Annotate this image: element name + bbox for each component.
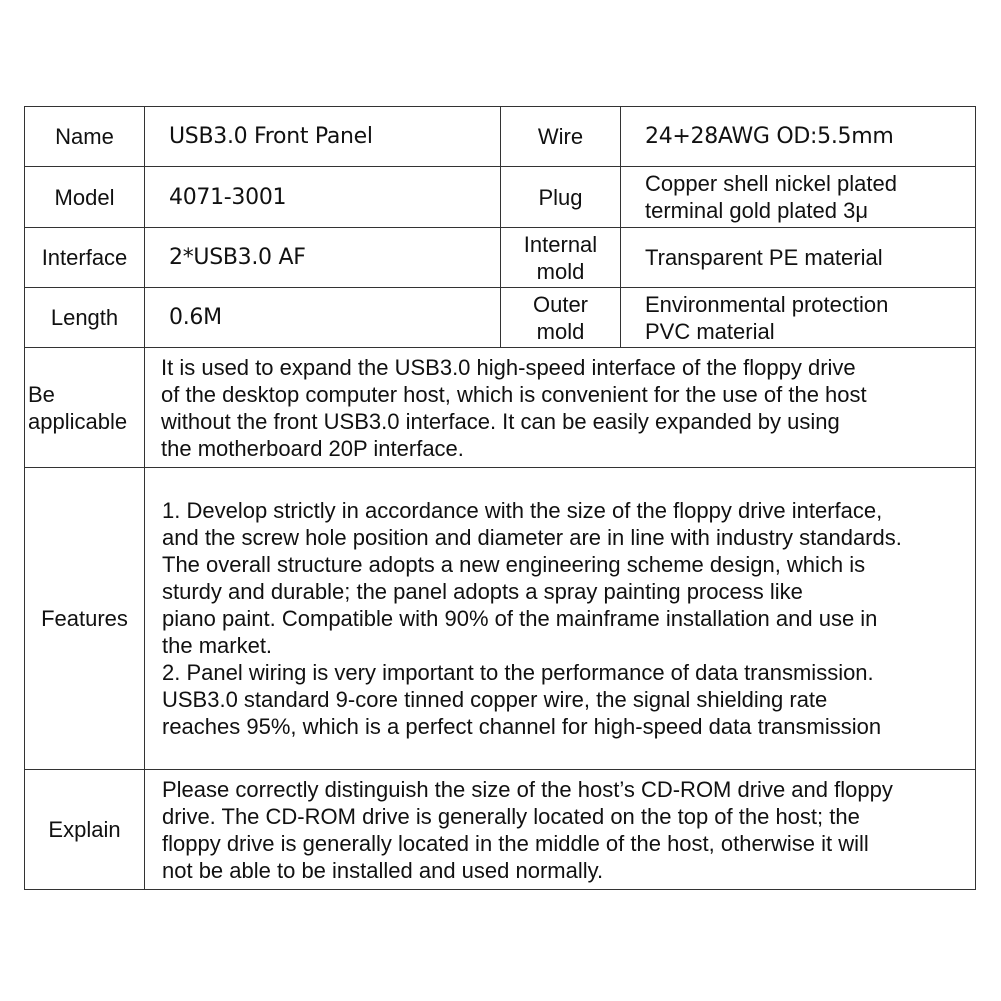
- internal-mold-label: Internal mold: [501, 228, 621, 288]
- plug-label: Plug: [501, 167, 621, 228]
- spec-table: [24, 106, 976, 890]
- spec-row-applicable: [25, 348, 976, 468]
- name-label: Name: [25, 107, 145, 167]
- explain-label: Explain: [25, 770, 145, 890]
- applicable-value: It is used to expand the USB3.0 high-speed interface of the floppy drive of the desktop computer host, which is convenient for the use of the host without the front USB3.0 interface. It can be easily expanded by using the motherboard 20P interface.: [145, 348, 976, 468]
- spec-row-name: [25, 107, 976, 167]
- length-label: Length: [25, 288, 145, 348]
- interface-label: Interface: [25, 228, 145, 288]
- features-value: 1. Develop strictly in accordance with the size of the floppy drive interface, and the screw hole position and diameter are in line with industry standards. The overall structure adopts a new engineering scheme design, which is sturdy and durable; the panel adopts a spray painting process like piano paint. Compatible with 90% of the mainframe installation and use in the market. 2. Panel wiring is very important to the performance of data transmission. USB3.0 standard 9-core tinned copper wire, the signal shielding rate reaches 95%, which is a perfect channel for high-speed data transmission: [145, 468, 976, 770]
- outer-mold-label: Outer mold: [501, 288, 621, 348]
- model-label: Model: [25, 167, 145, 228]
- spec-row-features: [25, 468, 976, 770]
- name-value: USB3.0 Front Panel: [145, 107, 501, 167]
- model-value: 4071-3001: [145, 167, 501, 228]
- spec-row-explain: [25, 770, 976, 890]
- features-label: Features: [25, 468, 145, 770]
- wire-label: Wire: [501, 107, 621, 167]
- length-value: 0.6M: [145, 288, 501, 348]
- interface-value: 2*USB3.0 AF: [145, 228, 501, 288]
- internal-mold-value: Transparent PE material: [621, 228, 976, 288]
- spec-row-length: [25, 288, 976, 348]
- explain-value: Please correctly distinguish the size of the host’s CD-ROM drive and floppy drive. The CD-ROM drive is generally located on the top of the host; the floppy drive is generally located in the middle of the host, otherwise it will not be able to be installed and used normally.: [145, 770, 976, 890]
- wire-value: 24+28AWG OD:5.5mm: [621, 107, 976, 167]
- spec-row-interface: [25, 228, 976, 288]
- outer-mold-value: Environmental protection PVC material: [621, 288, 976, 348]
- plug-value: Copper shell nickel plated terminal gold plated 3μ: [621, 167, 976, 228]
- spec-row-model: [25, 167, 976, 228]
- applicable-label: Be applicable: [25, 348, 145, 468]
